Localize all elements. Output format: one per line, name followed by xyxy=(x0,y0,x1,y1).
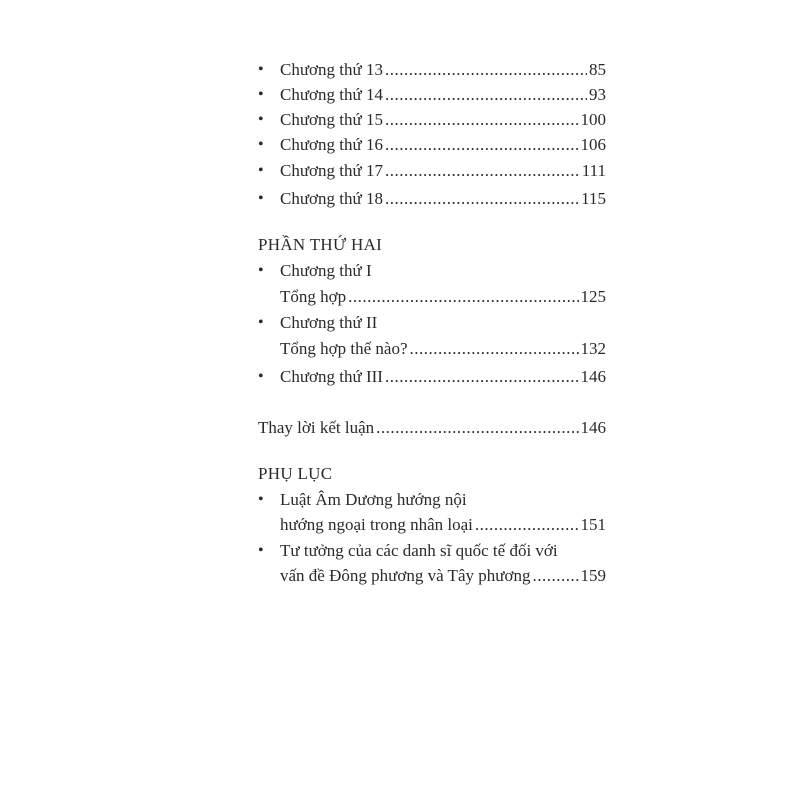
page-number: 111 xyxy=(581,161,606,180)
page-number: 115 xyxy=(581,189,606,208)
page-number: 146 xyxy=(580,418,606,437)
toc-entry xyxy=(258,108,606,132)
dot-leader xyxy=(532,564,578,588)
entry-label: Thay lời kết luận xyxy=(258,418,375,437)
entry-label: Chương thứ 13 xyxy=(280,60,383,79)
page-number: 125 xyxy=(580,287,606,306)
bullet: • xyxy=(258,262,264,279)
dot-leader xyxy=(409,337,578,361)
dot-leader xyxy=(348,285,578,309)
toc-entry-continued xyxy=(280,337,606,361)
toc-entry-continued xyxy=(280,513,606,537)
entry-label: Chương thứ 16 xyxy=(280,135,383,154)
bullet: • xyxy=(258,86,264,103)
page-number: 146 xyxy=(580,367,606,386)
section-heading: PHẦN THỨ HAI xyxy=(258,235,383,254)
toc-entry xyxy=(258,159,606,183)
page-number: 132 xyxy=(580,339,606,358)
toc-entry xyxy=(258,259,606,283)
toc-entry xyxy=(258,133,606,157)
dot-leader xyxy=(475,513,579,537)
bullet: • xyxy=(258,111,264,128)
bullet: • xyxy=(258,61,264,78)
toc-entry xyxy=(258,488,606,512)
entry-label: Chương thứ II xyxy=(280,313,378,332)
bullet: • xyxy=(258,491,264,508)
bullet: • xyxy=(258,190,264,207)
bullet: • xyxy=(258,314,264,331)
page-number: 93 xyxy=(589,85,606,104)
toc-entry xyxy=(258,311,606,335)
toc-entry xyxy=(258,58,606,82)
bullet: • xyxy=(258,542,264,559)
toc-entry-continued xyxy=(280,285,606,309)
page-number: 85 xyxy=(589,60,606,79)
toc-entry-conclusion xyxy=(258,416,606,440)
entry-label: Chương thứ I xyxy=(280,261,372,280)
page-number: 106 xyxy=(580,135,606,154)
dot-leader xyxy=(385,108,579,132)
page-number: 159 xyxy=(580,566,606,585)
page-number: 100 xyxy=(580,110,606,129)
bullet: • xyxy=(258,368,264,385)
dot-leader xyxy=(385,133,579,157)
page-number: 151 xyxy=(580,515,606,534)
section-heading: PHỤ LỤC xyxy=(258,464,333,483)
entry-label-continued: vấn đề Đông phương và Tây phương xyxy=(280,566,531,585)
toc-entry-continued xyxy=(280,564,606,588)
dot-leader xyxy=(385,159,580,183)
dot-leader xyxy=(385,187,579,211)
toc-entry xyxy=(258,83,606,107)
entry-label: Chương thứ 15 xyxy=(280,110,383,129)
entry-label-continued: hướng ngoại trong nhân loại xyxy=(280,515,473,534)
toc-entry xyxy=(258,365,606,389)
dot-leader xyxy=(376,416,578,440)
entry-subtitle: Tổng hợp thế nào? xyxy=(280,339,408,358)
dot-leader xyxy=(385,83,587,107)
toc-entry xyxy=(258,539,606,563)
toc-entry xyxy=(258,187,606,211)
entry-label: Luật Âm Dương hướng nội xyxy=(280,490,467,509)
entry-label: Chương thứ 14 xyxy=(280,85,383,104)
entry-label: Chương thứ 18 xyxy=(280,189,383,208)
bullet: • xyxy=(258,162,264,179)
entry-subtitle: Tổng hợp xyxy=(280,287,347,306)
dot-leader xyxy=(385,365,579,389)
dot-leader xyxy=(385,58,587,82)
bullet: • xyxy=(258,136,264,153)
entry-label: Tư tưởng của các danh sĩ quốc tế đối với xyxy=(280,541,558,560)
entry-label: Chương thứ III xyxy=(280,367,383,386)
entry-label: Chương thứ 17 xyxy=(280,161,383,180)
